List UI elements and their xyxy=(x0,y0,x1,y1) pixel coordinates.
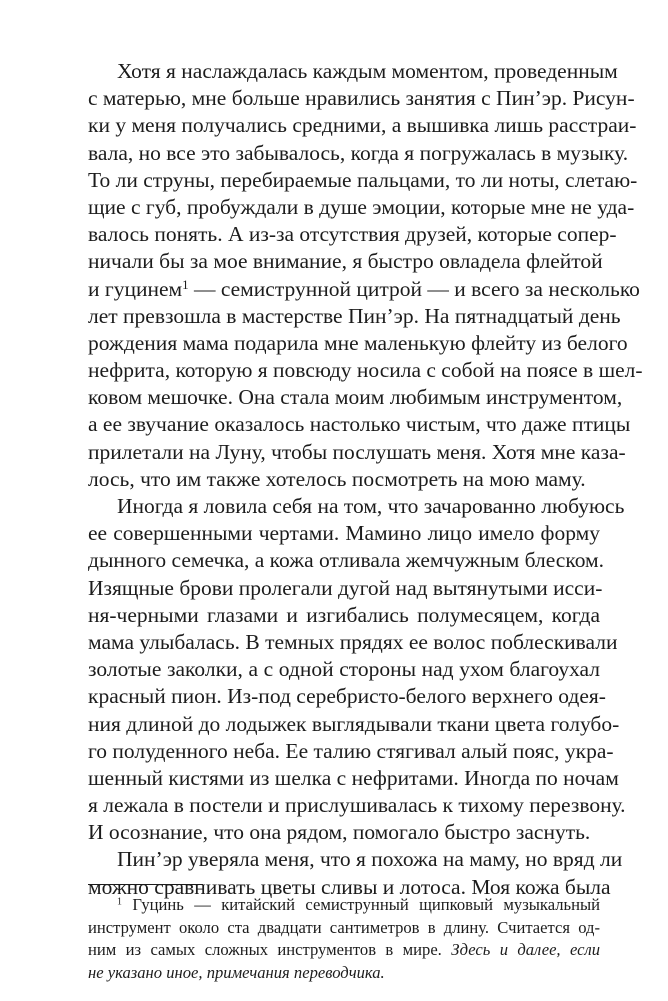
text-fragment: — семиструнной цитрой — и всего за несколько xyxy=(188,276,640,301)
text-line: лет превзошла в мастерстве Пин’эр. На пятнадцатый день xyxy=(88,303,621,328)
footnote-line xyxy=(88,962,600,985)
text-fragment: и гуцинем xyxy=(88,276,183,301)
text-line: лось, что им также хотелось посмотреть на мою маму. xyxy=(88,466,586,491)
text-line: золотые заколки, а с одной стороны над ухом благоухал xyxy=(88,657,600,682)
text-line: с матерью, мне больше нравились занятия с Пин’эр. Рисун- xyxy=(88,86,635,111)
text-line: Иногда я ловила себя на том, что зачарованно любуюсь xyxy=(117,494,625,518)
text-line: прилетали на Луну, чтобы послушать меня. Хотя мне каза- xyxy=(88,439,626,464)
text-line: Пин’эр уверяла меня, что я похожа на маму, но вряд ли xyxy=(117,847,623,872)
text-line: ее совершенными чертами. Мамино лицо имело форму xyxy=(88,521,600,546)
text-line: ния длиной до лодыжек выглядывали ткани цвета голубо- xyxy=(88,711,620,736)
text-line: рождения мама подарила мне маленькую флейту из белого xyxy=(88,330,628,355)
text-line-with-footnote-ref xyxy=(88,276,640,303)
text-line: мама улыбалась. В темных прядях ее волос поблескивали xyxy=(88,629,618,654)
footnote xyxy=(88,894,600,984)
main-text xyxy=(88,58,643,901)
text-line: ковом мешочке. Она стала моим любимым инструментом, xyxy=(88,385,623,410)
text-line: можно сравнивать цветы сливы и лотоса. Моя кожа была xyxy=(88,874,611,899)
footnote-reference[interactable]: 1 xyxy=(182,277,189,292)
text-line: валось понять. А из-за отсутствия друзей, которые сопер- xyxy=(88,222,617,247)
text-line: го полуденного неба. Ее талию стягивал алый пояс, укра- xyxy=(88,738,614,763)
text-line: вала, но все это забывалось, когда я погружалась в музыку. xyxy=(88,140,629,165)
text-line: Хотя я наслаждалась каждым моментом, проведенным xyxy=(117,59,618,83)
text-line: ня-черными глазами и изгибались полумесяцем, когда xyxy=(88,602,600,627)
footnote-number: 1 xyxy=(117,896,122,908)
footnote-italic-text: не указано иное, примечания переводчика. xyxy=(88,962,385,982)
text-line: дынного семечка, а кожа отливала жемчужным блеском. xyxy=(88,548,605,573)
text-line: нефрита, которую я повсюду носила с собой на поясе в шел- xyxy=(88,358,643,383)
footnote-line xyxy=(88,894,600,917)
text-line: а ее звучание оказалось настолько чистым, что даже птицы xyxy=(88,412,631,437)
footnote-divider xyxy=(88,884,203,885)
footnote-line: инструмент около ста двадцати сантиметров в длину. Считается од- xyxy=(88,917,600,937)
text-line: То ли струны, перебираемые пальцами, то ли ноты, слетаю- xyxy=(88,167,638,192)
text-line: ки у меня получались средними, а вышивка лишь расстраи- xyxy=(88,113,637,138)
text-line: И осознание, что она рядом, помогало быстро заснуть. xyxy=(88,820,591,845)
text-line: красный пион. Из-под серебристо-белого верхнего одея- xyxy=(88,684,606,709)
text-line: Изящные брови пролегали дугой над вытянутыми исси- xyxy=(88,575,603,600)
text-line: я лежала в постели и прислушивалась к тихому перезвону. xyxy=(88,793,626,818)
footnote-text: Гуцинь — китайский семиструнный щипковый музыкальный xyxy=(121,895,600,914)
footnote-text: ним из самых сложных инструментов в мире. xyxy=(88,940,452,959)
text-line: шенный кистями из шелка с нефритами. Иногда по ночам xyxy=(88,765,619,790)
footnote-line xyxy=(88,939,600,962)
footnote-italic-text: Здесь и далее, если xyxy=(451,940,601,959)
text-line: ничали бы за мое внимание, я быстро овладела флейтой xyxy=(88,249,603,274)
text-line: щие с губ, пробуждали в душе эмоции, которые мне не уда- xyxy=(88,194,635,219)
